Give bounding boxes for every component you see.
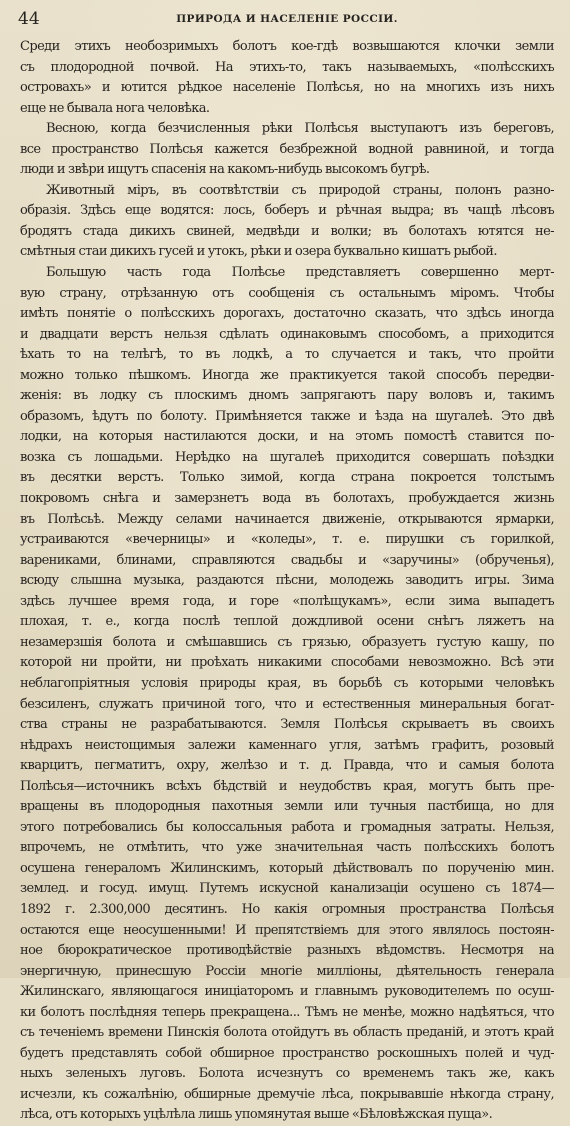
text-line: Большую часть года Полѣсье представляетъ совершенно мерт- bbox=[46, 265, 554, 281]
text-line: устраиваются «вечерницы» и «коледы», т. е. пирушки съ горилкой, bbox=[20, 532, 554, 548]
text-line: ства страны не разрабатываются. Земля Полѣсья скрываетъ въ своихъ bbox=[20, 717, 554, 733]
text-line: Полѣсья—источникъ всѣхъ бѣдствій и неудобствъ края, могутъ быть пре- bbox=[20, 778, 554, 794]
page-header bbox=[18, 9, 556, 31]
running-title: ПРИРОДА И НАСЕЛЕНІЕ РОССІИ. bbox=[176, 13, 398, 25]
text-line: еще не бывала нога человѣка. bbox=[20, 100, 210, 116]
text-line: неблагопріятныя условія природы края, въ борьбѣ съ которыми человѣкъ bbox=[20, 675, 554, 691]
text-line: съ теченіемъ времени Пинскія болота отойдутъ въ область преданій, и этотъ край bbox=[20, 1025, 554, 1041]
text-line: вую страну, отрѣзанную отъ сообщенія съ остальнымъ міромъ. Чтобы bbox=[20, 285, 554, 301]
text-line: Весною, когда безчисленныя рѣки Полѣсья выступаютъ изъ береговъ, bbox=[46, 121, 554, 137]
text-line: въ десятки верстъ. Только зимой, когда страна покроется толстымъ bbox=[20, 470, 554, 486]
text-line: кварцитъ, пегматитъ, охру, желѣзо и т. д. Правда, что и самыя болота bbox=[20, 758, 554, 774]
text-line: ныхъ зеленыхъ луговъ. Болота исчезнутъ со временемъ такъ же, какъ bbox=[20, 1066, 554, 1082]
text-line: осушена генераломъ Жилинскимъ, который дѣйствовалъ по порученію мин. bbox=[20, 860, 554, 876]
text-line: вращены въ плодородныя пахотныя земли или тучныя пастбища, но для bbox=[20, 799, 554, 815]
text-line: можно только пѣшкомъ. Иногда же практикуется такой способъ передви- bbox=[20, 367, 554, 383]
text-line: впрочемъ, не отмѣтить, что уже значительная часть полѣсскихъ болотъ bbox=[20, 840, 554, 856]
text-line: будетъ представлять собой обширное пространство роскошныхъ полей и чуд- bbox=[20, 1045, 554, 1061]
text-line: Животный міръ, въ соотвѣтствіи съ природой страны, полонъ разно- bbox=[46, 182, 554, 198]
text-line: Жилинскаго, являющагося иниціаторомъ и главнымъ руководителемъ по осуш- bbox=[20, 984, 554, 1000]
text-line: имѣть понятіе о полѣсскихъ дорогахъ, достаточно сказать, что здѣсь иногда bbox=[20, 306, 554, 322]
text-line: лѣса, отъ которыхъ уцѣлѣла лишь упомянутая выше «Бѣловѣжская пуща». bbox=[20, 1107, 493, 1123]
text-line: этого потребовались бы колоссальныя работа и громадныя затраты. Нельзя, bbox=[20, 819, 554, 835]
text-line: все пространство Полѣсья кажется безбрежной водной равниной, и тогда bbox=[20, 141, 554, 157]
page-number: 44 bbox=[18, 9, 40, 29]
text-line: исчезли, къ сожалѣнію, обширные дремучіе лѣса, покрывавшіе нѣкогда страну, bbox=[20, 1086, 554, 1102]
text-line: смѣтныя стаи дикихъ гусей и утокъ, рѣки и озера буквально кишатъ рыбой. bbox=[20, 244, 497, 260]
text-line: возка съ лошадьми. Нерѣдко на шугалеѣ приходится совершать поѣздки bbox=[20, 449, 554, 465]
text-line: остаются еще неосушенными! И препятствіемъ для этого являлось постоян- bbox=[20, 922, 554, 938]
text-line: плохая, т. е., когда послѣ теплой дождливой осени снѣгъ ляжетъ на bbox=[20, 614, 554, 630]
text-line: всюду слышна музыка, раздаются пѣсни, молодежь заводитъ игры. Зима bbox=[20, 573, 554, 589]
text-line: съ плодородной почвой. На этихъ-то, такъ называемыхъ, «полѣсскихъ bbox=[20, 59, 554, 75]
text-line: нѣдрахъ неистощимыя залежи каменнаго угля, затѣмъ графитъ, розовый bbox=[20, 737, 554, 753]
text-line: лодки, на которыя настилаются доски, и на этомъ помостѣ ставится по- bbox=[20, 429, 554, 445]
text-line: ки болотъ послѣдняя теперь прекращена... Тѣмъ не менѣе, можно надѣяться, что bbox=[20, 1004, 554, 1020]
text-line: варениками, блинами, справляются свадьбы и «заручины» (обрученья), bbox=[20, 552, 554, 568]
text-line: безсиленъ, служатъ причиной того, что и естественныя минеральныя богат- bbox=[20, 696, 554, 712]
text-line: бродятъ стада дикихъ свиней, медвѣди и волки; въ болотахъ ютятся не- bbox=[20, 223, 554, 239]
text-line: образомъ, ѣдутъ по болоту. Примѣняется также и ѣзда на шугалеѣ. Это двѣ bbox=[20, 408, 554, 424]
body-text bbox=[20, 37, 554, 1126]
text-line: ѣхать то на телѣгѣ, то въ лодкѣ, а то случается и такъ, что пройти bbox=[20, 347, 554, 363]
text-line: незамерзшія болота и смѣшавшись съ грязью, образуетъ густую кашу, по bbox=[20, 634, 554, 650]
text-line: землед. и госуд. имущ. Путемъ искусной канализаціи осушено съ 1874— bbox=[20, 881, 554, 897]
text-line: Среди этихъ необозримыхъ болотъ кое-гдѣ возвышаются клочки земли bbox=[20, 39, 554, 54]
text-line: 1892 г. 2.300,000 десятинъ. Но какія огромныя пространства Полѣсья bbox=[20, 901, 554, 917]
text-line: которой ни пройти, ни проѣхать никакими способами невозможно. Всѣ эти bbox=[20, 655, 554, 671]
text-line: женія: въ лодку съ плоскимъ дномъ запрягаютъ пару воловъ и, такимъ bbox=[20, 388, 554, 404]
text-line: образія. Здѣсь еще водятся: лось, боберъ и рѣчная выдра; въ чащѣ лѣсовъ bbox=[20, 203, 554, 219]
text-line: и двадцати верстъ нельзя сдѣлать одинаковымъ способомъ, а приходится bbox=[20, 326, 554, 342]
text-line: островахъ» и ютится рѣдкое населеніе Полѣсья, но на многихъ изъ нихъ bbox=[20, 80, 554, 96]
text-line: покровомъ снѣга и замерзнетъ вода въ болотахъ, пробуждается жизнь bbox=[20, 491, 554, 507]
text-line: здѣсь лучшее время года, и горе «полѣщукамъ», если зима выпадетъ bbox=[20, 593, 554, 609]
text-line: въ Полѣсьѣ. Между селами начинается движеніе, открываются ярмарки, bbox=[20, 511, 554, 527]
text-line: энергичную, принесшую Россіи многіе милліоны, дѣятельность генерала bbox=[20, 963, 554, 979]
text-line: ное бюрократическое противодѣйствіе разныхъ вѣдомствъ. Несмотря на bbox=[20, 943, 554, 959]
text-line: люди и звѣри ищутъ спасенія на какомъ-нибудь высокомъ бугрѣ. bbox=[20, 162, 430, 178]
